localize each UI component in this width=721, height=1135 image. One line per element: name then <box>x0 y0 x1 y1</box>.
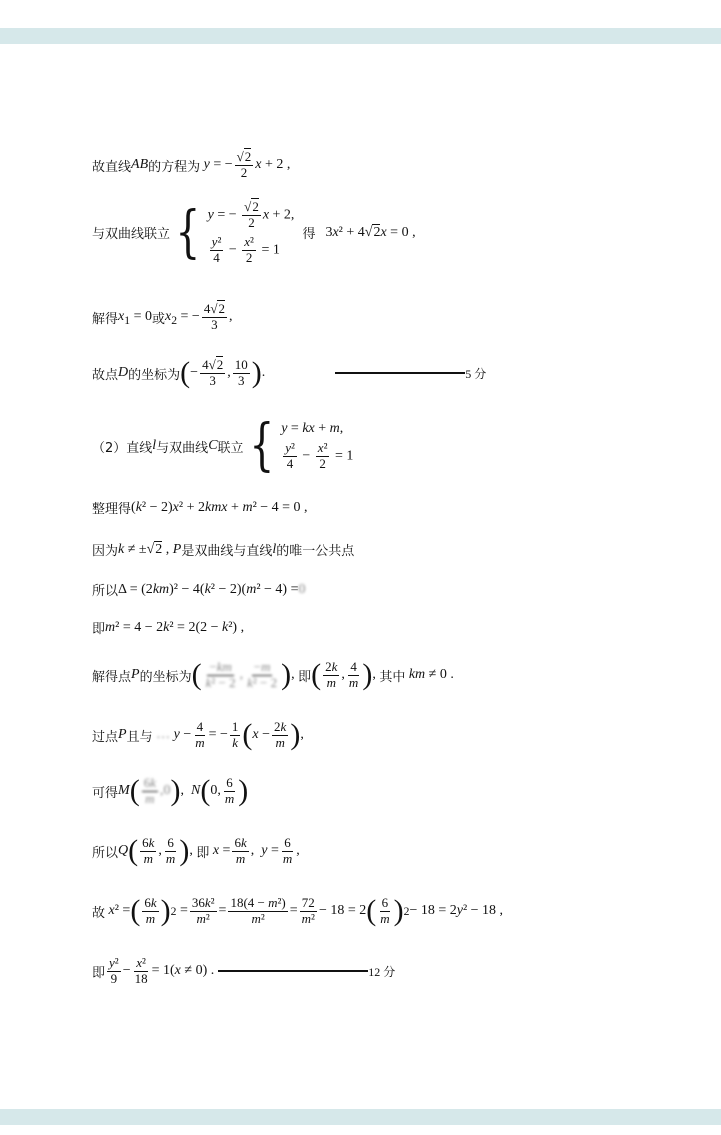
text: 可得 <box>92 785 119 801</box>
text: 即 <box>196 845 210 861</box>
text: 故直线 <box>92 159 132 175</box>
text: 解得点 <box>92 669 132 685</box>
line-derive: 故 x² = ( $\frac{6k}{m}$ ) 2 = $\frac{\text{36k²}}{\text{m²}}$ = $\frac{\text{18(4 − m²)}}{\text{m²}}$ = $\frac{72}{\text{m²}}$ − 18 = 2 ( $\frac{6}{m}$ ) 2 − 18 = 2y² − 18 , <box>92 894 504 928</box>
text: 与双曲线联立 <box>92 227 171 243</box>
text: 或 <box>151 311 165 327</box>
text: 的坐标为 <box>128 367 181 383</box>
line-because: 因为 k ≠ ±√2 , P 是双曲线与直线 l 的唯一公共点 <box>92 541 355 559</box>
text: （2）直线 <box>92 440 153 456</box>
text: 解得 <box>92 311 119 327</box>
text-p: P <box>172 541 182 557</box>
text: 得 <box>302 227 316 243</box>
text: 联立 <box>217 440 244 456</box>
line-points-mn: 可得 M ( $\frac{6k}{m}$ ,0 ) , N ( 0, $\frac{6}{m}$ ) <box>92 774 249 808</box>
line-discriminant: 所以 Δ = (2km)² − 4(k² − 2)(m² − 4) = 0 <box>92 581 306 599</box>
equation-system-2: { y = kx + m, $\frac{\text{y²}}{4}$ − $\frac{\text{x²}}{2}$ = 1 <box>248 413 354 478</box>
text: 所以 <box>92 845 119 861</box>
score-5: 5 分 <box>465 366 487 381</box>
text-d: D <box>118 365 129 381</box>
line-ab-equation: 故直线 AB 的方程为 y = − $\frac{√2}{2}$ x + 2 , <box>92 149 291 180</box>
score-12: 12 分 <box>368 964 396 979</box>
line-final: 即 $\frac{\text{y²}}{9}$ − $\frac{\text{x²}}{18}$ = 1(x ≠ 0) . 12 分 <box>92 955 396 986</box>
text: 是双曲线与直线 <box>181 544 273 559</box>
line-m-squared: 即 m² = 4 − 2k² = 2(2 − k²) , <box>92 619 245 637</box>
text: 即 <box>92 965 106 981</box>
line-part2 <box>92 413 354 478</box>
text: 的坐标为 <box>139 669 192 685</box>
text: 即 <box>92 622 106 637</box>
text: 所以 <box>92 584 119 599</box>
text: 整理得 <box>92 502 132 517</box>
text: 因为 <box>92 544 119 559</box>
equation-system: { y = − $\frac{√2}{2}$ x + 2, $\frac{\text{y²}}{4}$ − $\frac{\text{x²}}{2}$ = 1 <box>175 199 295 265</box>
text: 故点 <box>92 367 119 383</box>
text: 即 <box>298 669 312 685</box>
line-simplify: 整理得 (k² − 2)x² + 2kmx + m² − 4 = 0 , <box>92 499 308 517</box>
text: 与双曲线 <box>156 440 209 456</box>
line-point-q: 所以 Q ( $\frac{6k}{m}$ , $\frac{6}{m}$ ) , 即 x = $\frac{6k}{m}$ , y = $\frac{6}{m}$ , <box>92 834 300 868</box>
line-point-d: 故点 D 的坐标为 ( − $\frac{4√2}{3}$ , $\frac{10}{3}$ ) . 5 分 <box>92 356 487 390</box>
bottom-band <box>0 1109 721 1125</box>
text: 的方程为 <box>148 159 201 175</box>
line-simultaneous: 与双曲线联立 { y = − $\frac{√2}{2}$ x + 2, $\frac{\text{y²}}{4}$ − $\frac{\text{x²}}{2}$ = 1 得 3x² + 4√2x = 0 , <box>92 199 416 265</box>
text: 故 <box>92 905 106 921</box>
text-c: C <box>208 438 218 453</box>
text-ab: AB <box>131 157 149 173</box>
text: 其中 <box>379 669 406 685</box>
text: 过点 <box>92 729 119 745</box>
line-solve-x: 解得 $x_1 = 0$ 或 $x_2$ = − $\frac{4√2}{3}$ , <box>92 301 233 332</box>
top-band <box>0 28 721 44</box>
text-l: l <box>152 438 157 453</box>
line-point-p: 解得点 P 的坐标为 ( $\frac{-km}{\text{k² − 2}}$ , $\frac{-m}{\text{k² − 2}}$ ) , 即 ( $\frac{2k}{m}$ , $\frac{4}{m}$ ) , 其中 km ≠ 0 . <box>92 658 454 692</box>
text: 的唯一公共点 <box>276 544 355 559</box>
text: 且与 <box>126 729 153 745</box>
line-perpendicular: 过点 P 且与 … y − $\frac{4}{m}$ = − $\frac{1}{k}$ ( x − $\frac{2k}{m}$ ) , <box>92 718 304 752</box>
